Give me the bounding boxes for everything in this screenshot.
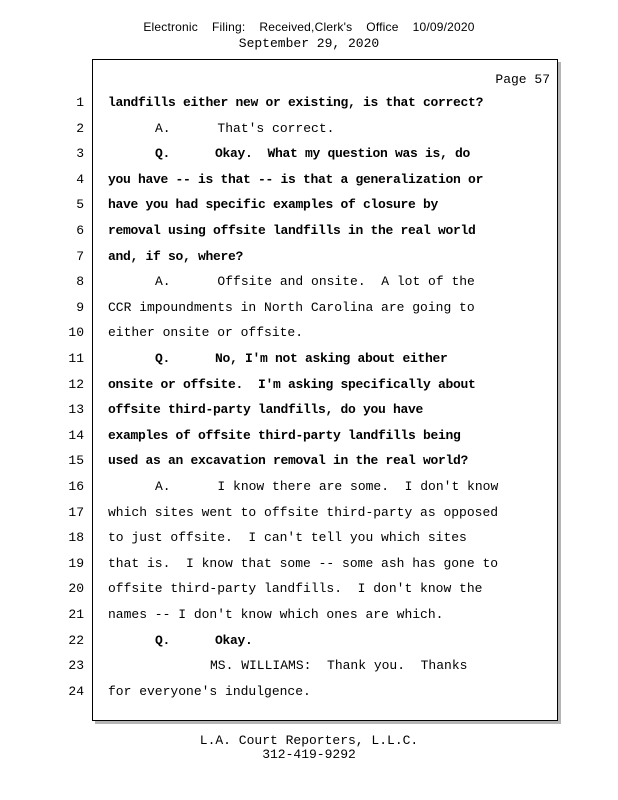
transcript-line [0,556,618,576]
transcript-line [0,607,618,627]
line-text: names -- I don't know which ones are which. [108,607,444,622]
transcript-line [0,658,618,678]
line-number: 24 [68,683,84,699]
line-text: CCR impoundments in North Carolina are going to [108,299,475,315]
transcript-line [0,223,618,243]
transcript-line [0,197,618,217]
footer [0,734,618,762]
line-number: 4 [76,171,84,187]
electronic-filing-header [0,20,618,34]
line-number: 5 [76,197,84,213]
transcript-line [0,249,618,269]
reporter-company: L.A. Court Reporters, L.L.C. [199,733,419,748]
line-text: A. Offsite and onsite. A lot of the [155,274,475,290]
line-number: 3 [76,146,84,162]
line-text: offsite third-party landfills, do you have [108,402,424,418]
line-text: offsite third-party landfills. I don't know the [108,581,483,597]
line-number: 11 [68,351,84,366]
line-text: which sites went to offsite third-party as opposed [108,504,499,520]
line-text: either onsite or offsite. [108,325,304,341]
line-text: Q. Okay. What my question was is, do [155,146,471,162]
line-text: Q. No, I'm not asking about either [155,351,448,366]
line-text: used as an excavation removal in the real world? [108,453,469,469]
line-number: 6 [76,223,84,238]
line-number: 9 [76,299,84,315]
transcript-line [0,325,618,345]
line-number: 16 [68,479,84,494]
line-text: onsite or offsite. I'm asking specifically about [108,376,476,392]
line-number: 13 [68,402,84,418]
line-number: 10 [68,325,84,341]
line-text: have you had specific examples of closure by [108,197,439,213]
line-number: 1 [76,95,84,110]
page-number: Page 57 [495,72,550,87]
line-number: 8 [76,274,84,290]
transcript-line [0,300,618,320]
filing-word-received: Received,Clerk's [259,20,353,34]
filing-date: 10/09/2020 [412,20,475,34]
line-number: 23 [68,658,84,674]
line-text: landfills either new or existing, is that correct? [108,95,484,110]
deposition-date: September 29, 2020 [238,36,380,51]
transcript-line [0,377,618,397]
line-number: 20 [68,581,84,597]
transcript-line [0,121,618,141]
transcript-line [0,633,618,653]
filing-word-electronic: Electronic [143,20,198,34]
line-text: to just offsite. I can't tell you which sites [108,530,467,546]
transcript-line [0,453,618,473]
line-text: examples of offsite third-party landfills being [108,427,461,443]
line-number: 14 [68,427,84,443]
line-number: 19 [68,555,84,571]
line-text: A. I know there are some. I don't know [155,479,499,494]
line-number: 12 [68,376,84,392]
line-text: A. That's correct. [155,120,335,136]
line-text: for everyone's indulgence. [108,683,311,699]
line-number: 2 [76,120,84,136]
line-text: MS. WILLIAMS: Thank you. Thanks [210,658,468,674]
line-number: 21 [68,607,84,622]
line-text: that is. I know that some -- some ash has gone to [108,555,499,571]
line-text: removal using offsite landfills in the real world [108,223,476,238]
transcript-line [0,684,618,704]
filing-word-filing: Filing: [212,20,246,34]
line-number: 18 [68,530,84,546]
transcript-line [0,146,618,166]
line-text: Q. Okay. [155,632,253,648]
transcript-line [0,95,618,115]
transcript-line [0,479,618,499]
transcript-line [0,428,618,448]
line-number: 17 [68,504,84,520]
transcript-line [0,505,618,525]
line-number: 22 [68,632,84,648]
line-number: 7 [76,248,84,264]
transcript-line [0,172,618,192]
transcript-line [0,402,618,422]
transcript-line [0,274,618,294]
line-text: you have -- is that -- is that a generalization or [108,171,484,187]
transcript-line [0,351,618,371]
filing-word-office: Office [366,20,399,34]
transcript-line [0,530,618,550]
line-text: and, if so, where? [108,248,244,264]
line-number: 15 [68,453,84,469]
reporter-phone: 312-419-9292 [262,747,356,762]
transcript-line [0,581,618,601]
